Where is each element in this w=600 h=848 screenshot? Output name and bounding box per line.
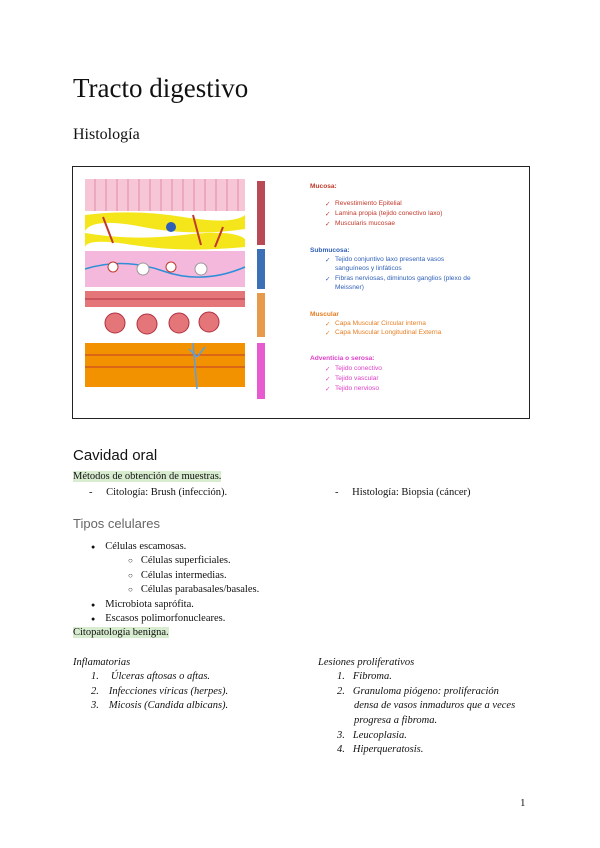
dash-bullet: - — [89, 487, 93, 498]
circle-bullet-icon: ○ — [128, 571, 133, 580]
submucosa-bar — [257, 249, 265, 289]
lamina-propria-layer — [85, 212, 245, 249]
check-icon: ✓ — [325, 386, 331, 393]
fig-mucosa-item: Revestimiento Epitelial — [335, 200, 402, 207]
tipos-celulares-heading: Tipos celulares — [73, 516, 160, 531]
metodos-label: Métodos de obtención de muestras. — [73, 471, 222, 482]
fig-submucosa-item: sanguíneos y linfáticos — [335, 265, 402, 272]
inflamatorias-heading: Inflamatorias — [73, 657, 131, 668]
tipos-subitem: ○ Células intermedias. — [128, 570, 227, 581]
dash-bullet: - — [335, 487, 339, 498]
bullet-icon: ● — [91, 543, 96, 551]
lesiones-item: 2. Granuloma piógeno: proliferación — [337, 686, 499, 697]
tipos-item: ● Escasos polimorfonucleares. — [91, 613, 226, 624]
check-icon: ✓ — [325, 321, 331, 328]
fig-submucosa-item: Meissner) — [335, 284, 364, 291]
fig-mucosa-heading: Mucosa: — [310, 183, 337, 190]
tipos-subitem: ○ Células parabasales/basales. — [128, 584, 260, 595]
check-icon: ✓ — [325, 201, 331, 208]
inflamatorias-item: 2. Infecciones víricas (herpes). — [91, 686, 229, 697]
check-icon: ✓ — [325, 376, 331, 383]
page-number: 1 — [520, 797, 526, 809]
check-icon: ✓ — [325, 366, 331, 373]
fig-submucosa-heading: Submucosa: — [310, 247, 350, 254]
metodos-term: Citología — [106, 487, 146, 498]
fig-muscular-item: Capa Muscular Circular interna — [335, 320, 426, 327]
check-icon: ✓ — [325, 257, 331, 264]
tipos-item: ● Microbiota saprófita. — [91, 599, 194, 610]
epithelium-layer — [85, 179, 245, 211]
metodos-item-histologia — [335, 487, 471, 498]
lesiones-item-cont: densa de vasos inmaduros que a veces — [354, 700, 516, 711]
fig-adventicia-item: Tejido conectivo — [335, 365, 382, 372]
check-icon: ✓ — [325, 276, 331, 283]
metodos-item-citologia — [89, 487, 227, 498]
metodos-desc: : Biopsia (cáncer) — [395, 487, 471, 498]
section-heading-cavidad-oral: Cavidad oral — [73, 447, 158, 464]
submucosa-layer — [85, 251, 245, 287]
fig-mucosa-item: Muscularis mucosae — [335, 220, 396, 227]
citopatologia-label: Citopatología benigna. — [73, 627, 169, 638]
fig-submucosa-item: Fibras nerviosas, diminutos ganglios (plexo de — [335, 275, 471, 282]
fig-muscular-item: Capa Muscular Longitudinal Externa — [335, 329, 442, 336]
fig-muscular-heading: Muscular — [310, 311, 339, 318]
circle-bullet-icon: ○ — [128, 585, 133, 594]
check-icon: ✓ — [325, 221, 331, 228]
circle-bullet-icon: ○ — [128, 556, 133, 565]
page-title: Tracto digestivo — [73, 73, 249, 103]
fig-mucosa-item: Lamina propia (tejido conectivo laxo) — [335, 210, 443, 217]
bullet-icon: ● — [91, 615, 96, 623]
histology-figure — [72, 166, 530, 419]
section-heading-histologia: Histología — [73, 126, 140, 143]
histology-layers-drawing — [73, 167, 529, 418]
fig-adventicia-item: Tejido nervioso — [335, 385, 379, 392]
muscular-bar — [257, 293, 265, 337]
check-icon: ✓ — [325, 211, 331, 218]
fig-submucosa-item: Tejido conjuntivo laxo presenta vasos — [335, 256, 445, 263]
lesiones-item: 4. Hiperqueratosis. — [337, 744, 424, 755]
adventitia-layer — [85, 343, 245, 389]
lesiones-item: 1. Fibroma. — [337, 671, 392, 682]
lesiones-item-cont: progresa a fibroma. — [354, 715, 438, 726]
lesiones-heading: Lesiones proliferativos — [318, 657, 415, 668]
inflamatorias-item: 3. Micosis (Candida albicans). — [91, 700, 229, 711]
fig-adventicia-item: Tejido vascular — [335, 375, 379, 382]
tipos-subitem: ○ Células superficiales. — [128, 555, 231, 566]
adventicia-bar — [257, 343, 265, 399]
inflamatorias-item: 1. Úlceras aftosas o aftas. — [91, 671, 211, 682]
lesiones-item: 3. Leucoplasia. — [337, 730, 407, 741]
tipos-item: ● Células escamosas. — [91, 541, 187, 552]
check-icon: ✓ — [325, 330, 331, 337]
metodos-desc: : Brush (infección). — [145, 487, 228, 498]
circular-muscle-layer — [85, 291, 245, 334]
mucosa-bar — [257, 181, 265, 245]
metodos-term: Histología — [352, 487, 396, 498]
fig-adventicia-heading: Adventicia o serosa: — [310, 355, 375, 362]
bullet-icon: ● — [91, 601, 96, 609]
